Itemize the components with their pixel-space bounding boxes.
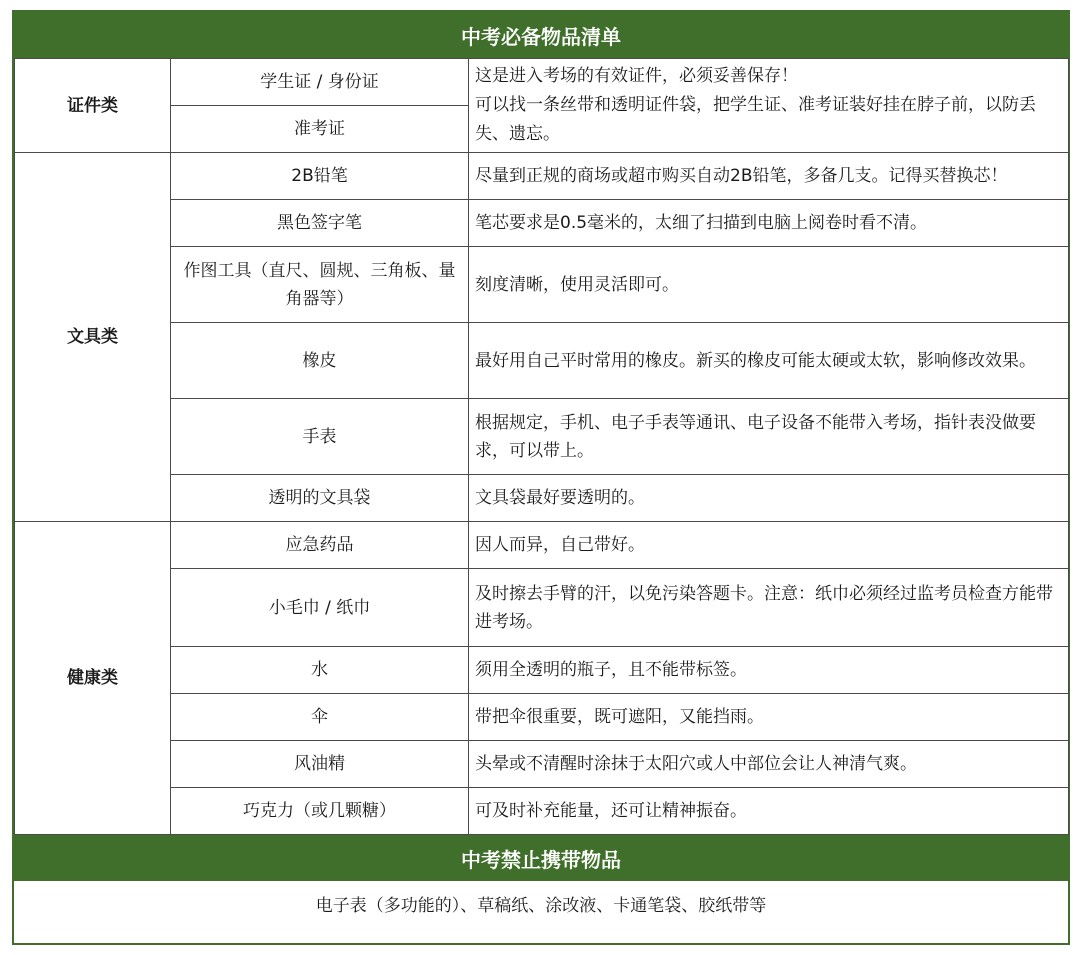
note-black-pen: 笔芯要求是0.5毫米的，太细了扫描到电脑上阅卷时看不清。 bbox=[469, 200, 1069, 247]
table-row bbox=[15, 522, 1069, 569]
note-essential-balm: 头晕或不清醒时涂抹于太阳穴或人中部位会让人神清气爽。 bbox=[469, 741, 1069, 788]
table-row bbox=[15, 399, 1069, 475]
note-umbrella: 带把伞很重要，既可遮阳，又能挡雨。 bbox=[469, 694, 1069, 741]
item-black-pen: 黑色签字笔 bbox=[171, 200, 469, 247]
table-row bbox=[15, 475, 1069, 522]
note-2b-pencil: 尽量到正规的商场或超市购买自动2B铅笔，多备几支。记得买替换芯！ bbox=[469, 153, 1069, 200]
note-watch: 根据规定，手机、电子手表等通讯、电子设备不能带入考场，指针表没做要求，可以带上。 bbox=[469, 399, 1069, 475]
item-towel: 小毛巾 / 纸巾 bbox=[171, 569, 469, 647]
item-medicine: 应急药品 bbox=[171, 522, 469, 569]
note-chocolate: 可及时补充能量，还可让精神振奋。 bbox=[469, 788, 1069, 835]
item-student-id: 学生证 / 身份证 bbox=[171, 59, 469, 106]
forbidden-items: 电子表（多功能的）、草稿纸、涂改液、卡通笔袋、胶纸带等 bbox=[315, 895, 767, 916]
table-row bbox=[15, 647, 1069, 694]
note-eraser: 最好用自己平时常用的橡皮。新买的橡皮可能太硬或太软，影响修改效果。 bbox=[469, 323, 1069, 399]
table-row bbox=[15, 694, 1069, 741]
item-essential-balm: 风油精 bbox=[171, 741, 469, 788]
table-row bbox=[15, 200, 1069, 247]
note-drawing-tools: 刻度清晰，使用灵活即可。 bbox=[469, 247, 1069, 323]
note-towel: 及时擦去手臂的汗，以免污染答题卡。注意：纸巾必须经过监考员检查方能带进考场。 bbox=[469, 569, 1069, 647]
checklist-title: 中考必备物品清单 bbox=[14, 12, 1068, 58]
item-stationery-bag: 透明的文具袋 bbox=[171, 475, 469, 522]
note-water: 须用全透明的瓶子，且不能带标签。 bbox=[469, 647, 1069, 694]
item-umbrella: 伞 bbox=[171, 694, 469, 741]
item-watch: 手表 bbox=[171, 399, 469, 475]
item-drawing-tools: 作图工具（直尺、圆规、三角板、量角器等） bbox=[171, 247, 469, 323]
item-chocolate: 巧克力（或几颗糖） bbox=[171, 788, 469, 835]
category-stationery: 文具类 bbox=[15, 153, 171, 522]
table-row bbox=[15, 59, 1069, 106]
table-row bbox=[15, 788, 1069, 835]
item-eraser: 橡皮 bbox=[171, 323, 469, 399]
note-documents: 这是进入考场的有效证件，必须妥善保存！ 可以找一条丝带和透明证件袋，把学生证、准考证装好挂在脖子前，以防丢失、遗忘。 bbox=[469, 59, 1069, 153]
table-row bbox=[15, 323, 1069, 399]
table-row bbox=[15, 153, 1069, 200]
table-row bbox=[15, 247, 1069, 323]
category-health: 健康类 bbox=[15, 522, 171, 835]
checklist-sheet bbox=[12, 10, 1070, 945]
forbidden-title: 中考禁止携带物品 bbox=[14, 835, 1068, 881]
note-stationery-bag: 文具袋最好要透明的。 bbox=[469, 475, 1069, 522]
category-documents: 证件类 bbox=[15, 59, 171, 153]
checklist-table bbox=[14, 58, 1069, 835]
note-medicine: 因人而异，自己带好。 bbox=[469, 522, 1069, 569]
item-2b-pencil: 2B铅笔 bbox=[171, 153, 469, 200]
item-water: 水 bbox=[171, 647, 469, 694]
table-row bbox=[15, 741, 1069, 788]
item-admission-ticket: 准考证 bbox=[171, 106, 469, 153]
table-row bbox=[15, 569, 1069, 647]
